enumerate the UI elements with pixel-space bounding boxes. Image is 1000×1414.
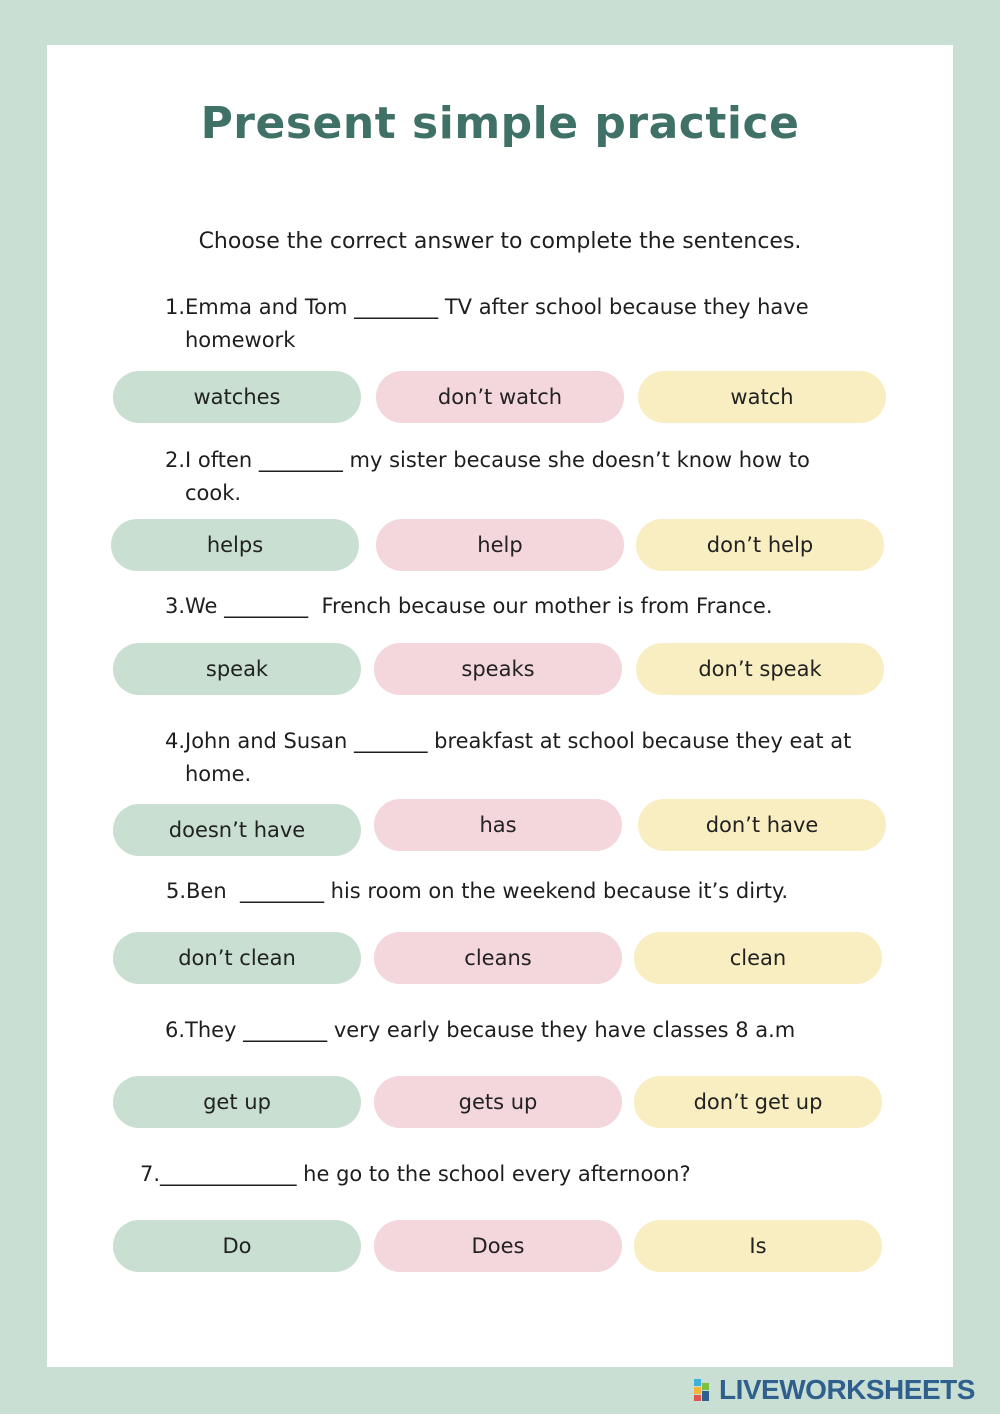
question-text: John and Susan _______ breakfast at school because they eat at home.	[185, 729, 852, 786]
liveworksheets-brand	[693, 1374, 975, 1406]
option-button[interactable]: don’t get up	[634, 1076, 882, 1128]
option-button[interactable]: watches	[113, 371, 361, 423]
liveworksheets-logo-icon	[693, 1378, 717, 1402]
question-text: Emma and Tom ________ TV after school because they have homework	[185, 295, 809, 352]
question-number: 4.	[164, 729, 185, 753]
question-number: 5.	[165, 879, 186, 903]
question-number: 3.	[164, 594, 185, 618]
instruction-text: Choose the correct answer to complete the sentences.	[198, 229, 802, 254]
question-text: They ________ very early because they have classes 8 a.m	[185, 1018, 796, 1042]
option-button[interactable]: Is	[634, 1220, 882, 1272]
question-text: Ben ________ his room on the weekend because it’s dirty.	[186, 879, 789, 903]
option-button[interactable]: don’t have	[638, 799, 886, 851]
question-6	[155, 1014, 855, 1047]
question-1	[155, 291, 855, 357]
option-button[interactable]: has	[374, 799, 622, 851]
option-button[interactable]: doesn’t have	[113, 804, 361, 856]
option-button[interactable]: help	[376, 519, 624, 571]
option-button[interactable]: Does	[374, 1220, 622, 1272]
question-text: _____________ he go to the school every afternoon?	[160, 1162, 691, 1186]
option-button[interactable]: speak	[113, 643, 361, 695]
brand-name: LIVEWORKSHEETS	[719, 1374, 975, 1405]
question-4	[155, 725, 855, 791]
page-title: Present simple practice	[200, 98, 800, 149]
option-button[interactable]: don’t help	[636, 519, 884, 571]
question-3	[155, 590, 855, 623]
option-button[interactable]: clean	[634, 932, 882, 984]
option-button[interactable]: Do	[113, 1220, 361, 1272]
question-number: 7.	[139, 1162, 160, 1186]
option-button[interactable]: get up	[113, 1076, 361, 1128]
option-button[interactable]: speaks	[374, 643, 622, 695]
question-text: I often ________ my sister because she doesn’t know how to cook.	[185, 448, 810, 505]
question-7	[130, 1158, 830, 1191]
option-button[interactable]: gets up	[374, 1076, 622, 1128]
question-number: 6.	[164, 1018, 185, 1042]
question-number: 2.	[164, 448, 185, 472]
question-5	[156, 875, 856, 908]
option-button[interactable]: don’t clean	[113, 932, 361, 984]
option-button[interactable]: cleans	[374, 932, 622, 984]
option-button[interactable]: helps	[111, 519, 359, 571]
question-number: 1.	[164, 295, 185, 319]
option-button[interactable]: don’t speak	[636, 643, 884, 695]
option-button[interactable]: don’t watch	[376, 371, 624, 423]
question-2	[155, 444, 855, 510]
option-button[interactable]: watch	[638, 371, 886, 423]
question-text: We ________ French because our mother is from France.	[185, 594, 773, 618]
